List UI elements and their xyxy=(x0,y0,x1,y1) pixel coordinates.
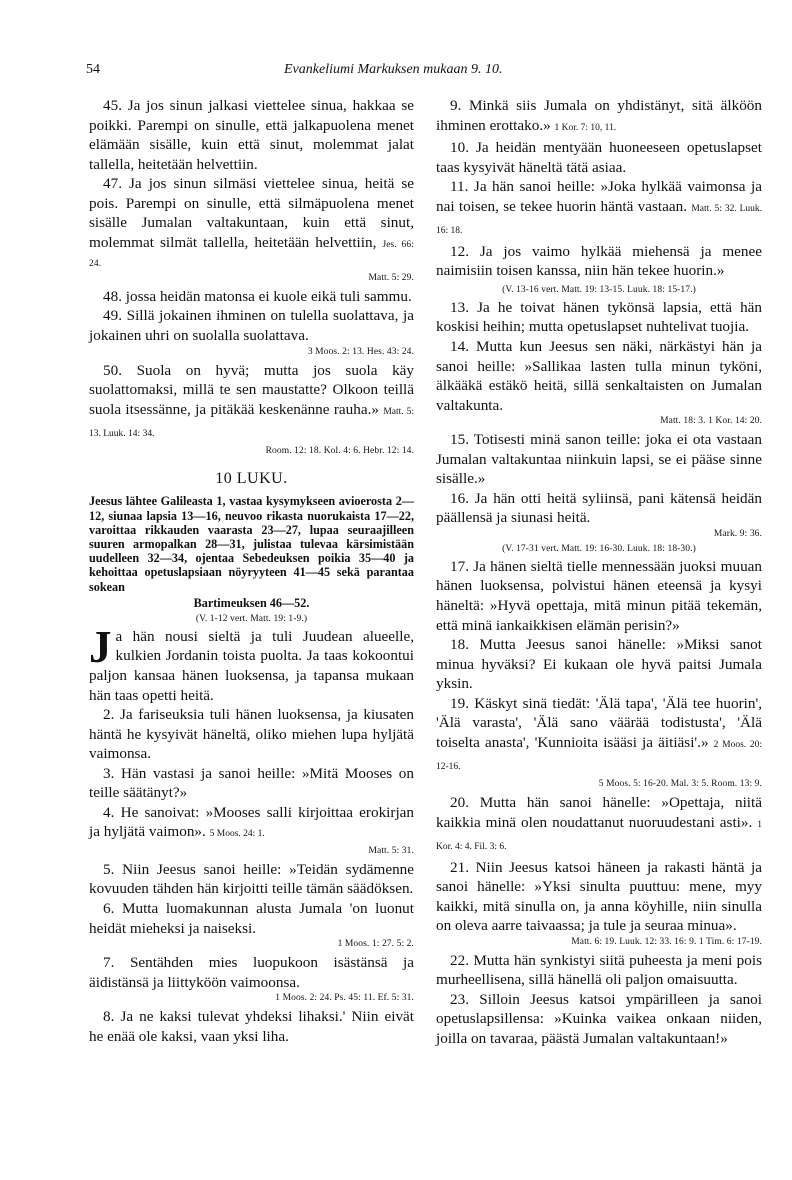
verse-9-50: 50. Suola on hyvä; mutta jos suola käy suolattomaksi, millä te sen maustatte? Olkoon teillä suola itsessänne, ja pitäkää keskenänne rauha.» Matt. 5: 13. Luuk. 14: 34. xyxy=(89,361,414,440)
verse-10-10: 10. Ja heidän mentyään huoneeseen opetuslapset taas kysyivät häneltä tätä asiaa. xyxy=(436,139,762,176)
verse-10-16: 16. Ja hän otti heitä syliinsä, pani kätensä heidän päällensä ja siunasi heitä. xyxy=(436,489,762,527)
verse-9-47: 47. Ja jos sinun silmäsi viettelee sinua, heitä se pois. Parempi on sinulle, että silmäpuolena menet sisälle Jumalan valtakuntaan, kuin että sinut, molemmat silmät tallella, heitetään helvettiin, Jes. 66: 24. xyxy=(89,175,414,270)
right-column xyxy=(436,96,762,1049)
parallel-reference: (V. 17-31 vert. Matt. 19: 16-30. Luuk. 18: 18-30.) xyxy=(502,543,696,554)
cross-reference: 1 Kor. 4: 4. Fil. 3: 6. xyxy=(436,819,762,853)
cross-reference: 2 Moos. 20: 12-16. xyxy=(436,739,762,773)
cross-reference: 1 Kor. 7: 10, 11. xyxy=(554,122,617,133)
verse-10-15: 15. Totisesti minä sanon teille: joka ei ota vastaan Jumalan valtakuntaa niinkuin lapsi, se ei pääse sinne sisälle.» xyxy=(436,431,762,488)
verse-10-2: 2. Ja fariseuksia tuli hänen luoksensa, ja kiusaten häntä he kysyivät häneltä, oliko miehen lupa hyljätä vaimonsa. xyxy=(89,706,414,763)
parallel-reference: (V. 1-12 vert. Matt. 19: 1-9.) xyxy=(195,613,308,624)
verse-10-7: 7. Sentähden mies luopukoon isästänsä ja äidistänsä ja liittyköön vaimoonsa. xyxy=(89,954,414,991)
page-number: 54 xyxy=(86,62,100,77)
parallel-reference: (V. 13-16 vert. Matt. 19: 13-15. Luuk. 18: 15-17.) xyxy=(502,284,696,295)
cross-reference: Mark. 9: 36. xyxy=(713,528,762,539)
verse-10-21: 21. Niin Jeesus katsoi häneen ja rakasti häntä ja sanoi hänelle: »Yksi sinulta puuttuu: mene, myy kaikki, mitä sinulla on, ja anna köyhille, niin sinulla on oleva aarre taivaassa; ja tule ja seuraa minua». xyxy=(436,858,762,935)
page-header xyxy=(86,62,752,82)
verse-9-45: 45. Ja jos sinun jalkasi viettelee sinua, hakkaa se poikki. Parempi on sinulle, että jalkapuolena menet elämään sisälle, kuin että sinut, molemmat jalat tallella, heitetään helvettiin. xyxy=(89,97,414,173)
verse-10-5: 5. Niin Jeesus sanoi heille: »Teidän sydämenne kovuuden tähden hän kirjoitti teille tämän säädöksen. xyxy=(89,860,414,898)
drop-cap: J xyxy=(89,621,112,672)
verse-10-11: 11. Ja hän sanoi heille: »Joka hylkää vaimonsa ja nai toisen, se tekee huorin häntä vastaan. Matt. 5: 32. Luuk. 16: 18. xyxy=(436,178,763,237)
verse-10-23: 23. Silloin Jeesus katsoi ympärilleen ja sanoi opetuslapsillensa: »Kuinka vaikea onkaan niiden, joilla on tavaraa, päästä Jumalan valtakuntaan!» xyxy=(436,990,762,1047)
cross-reference: 5 Moos. 5: 16-20. Mal. 3: 5. Room. 13: 9. xyxy=(598,778,762,789)
left-column xyxy=(89,96,414,1046)
cross-reference: Matt. 5: 32. Luuk. 16: 18. xyxy=(436,203,763,237)
verse-9-48: 48. jossa heidän matonsa ei kuole eikä tuli sammu. xyxy=(103,287,412,305)
verse-10-14: 14. Mutta kun Jeesus sen näki, närkästyi hän ja sanoi heille: »Sallikaa lasten tulla minun tyköni, älkääkä estäkö heitä, sillä senkaltaisten on Jumalan valtakunta. xyxy=(436,338,762,414)
cross-reference: 1 Moos. 1: 27. 5: 2. xyxy=(337,939,414,950)
verse-10-13: 13. Ja he toivat hänen tykönsä lapsia, että hän koskisi heihin; mutta opetuslapset nuhtelivat tuojia. xyxy=(436,298,762,336)
verse-10-12: 12. Ja jos vaimo hylkää miehensä ja menee naimisiin toisen kanssa, niin hän tekee huorin.» xyxy=(436,242,762,280)
verse-10-9: 9. Minkä siis Jumala on yhdistänyt, sitä älköön ihminen erottako.» 1 Kor. 7: 10, 11. xyxy=(436,97,762,134)
verse-10-19: 19. Käskyt sinä tiedät: 'Älä tapa', 'Älä tee huorin', 'Älä varasta', 'Älä sano väärää todistusta', 'Älä toiselta anasta', 'Kunnioita isääsi ja äitiäsi'.» 2 Moos. 20: 12-16. xyxy=(436,694,762,773)
cross-reference: Matt. 5: 29. xyxy=(368,272,414,283)
verse-10-8: 8. Ja ne kaksi tulevat yhdeksi lihaksi.' Niin eivät he enää ole kaksi, vaan yksi liha. xyxy=(89,1008,414,1045)
cross-reference: 3 Moos. 2: 13. Hes. 43: 24. xyxy=(307,346,414,357)
verse-10-20: 20. Mutta hän sanoi hänelle: »Opettaja, niitä kaikkia minä olen noudattanut nuoruudestani asti». 1 Kor. 4: 4. Fil. 3: 6. xyxy=(436,793,762,853)
verse-10-4: 4. He sanoivat: »Mooses salli kirjoittaa erokirjan ja hyljätä vaimon». 5 Moos. 24: 1. xyxy=(89,803,414,841)
chapter-heading: 10 LUKU. xyxy=(215,469,288,487)
chapter-summary: Jeesus lähtee Galileasta 1, vastaa kysymykseen avioerosta 2—12, siunaa lapsia 13—16, neuvoo rikasta nuorukaista 17—22, varoittaa rikkauden vaarasta 23—27, lupaa seuraajilleen suuren armopalkan 28—31, julistaa tulevaa kärsimistään uudelleen 32—34, ojentaa Sebedeuksen poikia 35—40 ja kehoittaa opetuslapsiaan nöyryyteen 41—45 sekä parantaa sokean xyxy=(89,494,414,594)
cross-reference: Room. 12: 18. Kol. 4: 6. Hebr. 12: 14. xyxy=(265,445,414,456)
cross-reference: 5 Moos. 24: 1. xyxy=(209,829,265,840)
verse-9-49: 49. Sillä jokainen ihminen on tulella suolattava, ja jokainen uhri on suolalla suolattava. xyxy=(89,307,414,345)
cross-reference: Matt. 5: 31. xyxy=(368,845,414,856)
verse-10-1: Ja hän nousi sieltä ja tuli Juudean alueelle, kulkien Jordanin toista puolta. Ja taas kokoontui paljon kansaa hänen luoksensa, ja tapansa mukaan hän taas opetti heitä. xyxy=(89,621,414,704)
verse-10-22: 22. Mutta hän synkistyi siitä puheesta ja meni pois murheellisena, sillä hänellä oli paljon omaisuutta. xyxy=(436,951,762,989)
verse-10-3: 3. Hän vastasi ja sanoi heille: »Mitä Mooses on teille säätänyt?» xyxy=(89,764,414,802)
cross-reference: Jes. 66: 24. xyxy=(89,239,414,270)
cross-reference: Matt. 6: 19. Luuk. 12: 33. 16: 9. 1 Tim. 6: 17-19. xyxy=(571,936,762,947)
cross-reference: Matt. 18: 3. 1 Kor. 14: 20. xyxy=(660,416,762,427)
running-title: Evankeliumi Markuksen mukaan 9. 10. xyxy=(284,62,503,77)
cross-reference: 1 Moos. 2: 24. Ps. 45: 11. Ef. 5: 31. xyxy=(275,993,414,1004)
verse-10-6: 6. Mutta luomakunnan alusta Jumala 'on luonut heidät mieheksi ja naiseksi. xyxy=(89,900,414,937)
chapter-summary-end: Bartimeuksen 46—52. xyxy=(193,595,310,610)
cross-reference: Matt. 5: 13. Luuk. 14: 34. xyxy=(89,406,414,440)
verse-10-17: 17. Ja hänen sieltä tielle mennessään juoksi muuan hänen luoksensa, polvistui hänen eteensä ja kysyi häneltä: »Hyvä opettaja, mitä minun pitää tekemän, että minä iankaikkisen elämän perisin?» xyxy=(436,557,762,634)
verse-10-18: 18. Mutta Jeesus sanoi hänelle: »Miksi sanot minua hyväksi? Ei kukaan ole hyvä paitsi Jumala yksin. xyxy=(436,636,762,693)
